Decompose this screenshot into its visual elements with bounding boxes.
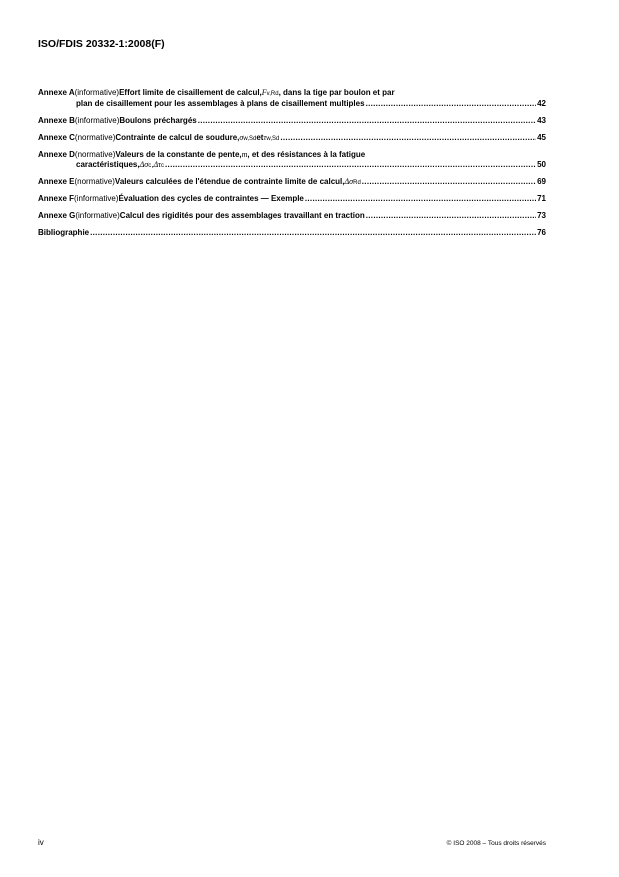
annex-type: (informative) (75, 211, 120, 220)
toc-entry-annex-g[interactable] (38, 211, 546, 222)
leader-dots (366, 99, 537, 110)
math-symbol: F (261, 88, 267, 97)
leader-dots (198, 116, 536, 127)
annex-type: (normative) (74, 132, 116, 142)
footer-page-number: iv (38, 838, 44, 847)
leader-dots (366, 211, 536, 222)
annex-title: Évaluation des cycles de contraintes — Exemple (118, 194, 304, 203)
math-symbol: Δσ (344, 177, 354, 186)
page-number: 45 (537, 132, 546, 142)
page-number: 50 (537, 160, 546, 169)
page-number: 76 (537, 228, 546, 237)
leader-dots (280, 133, 536, 144)
toc-entry-annex-c[interactable]: Annexe C (normative) Contrainte de calcul de soudure, σ w,Sd et τ w,Sd ..... 45 (38, 133, 546, 144)
annex-title: Valeurs calculées de l'étendue de contrainte limite de calcul, (114, 177, 345, 186)
annex-title: Boulons préchargés (119, 115, 197, 125)
leader-dots (90, 228, 536, 239)
annex-label: Annexe B (38, 115, 75, 125)
annex-label: Annexe G (38, 211, 76, 220)
annex-type: (normative) (74, 177, 115, 186)
annex-title-cont: , dans la tige par boulon et par (278, 88, 395, 97)
footer-copyright: © ISO 2008 – Tous droits réservés (446, 840, 546, 847)
page-number: 71 (537, 194, 546, 203)
annex-title-cont: plan de cisaillement pour les assemblages à plans de cisaillement multiples (76, 98, 365, 108)
annex-title: Calcul des rigidités pour des assemblages travaillant en traction (119, 211, 365, 220)
annex-title-cont: , et des résistances à la fatigue (247, 149, 366, 159)
math-symbol: Δσ (139, 160, 149, 169)
toc-entry-bibliography[interactable] (38, 228, 546, 239)
annex-title: Valeurs de la constante de pente, (115, 149, 242, 159)
leader-dots (362, 177, 536, 188)
leader-dots (305, 194, 536, 205)
annex-label: Annexe A (38, 88, 75, 97)
page-number: 42 (537, 98, 546, 108)
annex-label: Annexe E (38, 177, 75, 186)
page-number: 73 (537, 211, 546, 220)
annex-title-cont: et (256, 132, 264, 142)
annex-title: Contrainte de calcul de soudure, (115, 132, 240, 142)
annex-label: Annexe F (38, 194, 75, 203)
annex-title-cont: caractéristiques, (76, 160, 140, 169)
annex-label: Annexe C (38, 132, 75, 142)
annex-type: (informative) (74, 88, 120, 97)
toc-entry-annex-f[interactable] (38, 194, 546, 205)
bibliography-title: Bibliographie (38, 228, 90, 237)
math-symbol: m (241, 149, 248, 159)
toc-entry-annex-b[interactable] (38, 116, 546, 127)
annex-label: Annexe D (38, 149, 75, 159)
annex-title: Effort limite de cisaillement de calcul, (119, 88, 262, 97)
table-of-contents (38, 88, 546, 245)
math-symbol: Δτ (153, 160, 162, 169)
toc-entry-annex-a[interactable]: Annexe A (informative) Effort limite de cisaillement de calcul, F v,Rd , dans la tige par boulon et par plan de cisaillement pour les assemblages à plans de cisaillement multiples ..... 42 (38, 88, 546, 109)
separator: , (151, 160, 154, 169)
math-symbol: τ (263, 132, 267, 142)
annex-type: (informative) (74, 115, 120, 125)
toc-entry-annex-d[interactable]: Annexe D (normative) Valeurs de la constante de pente, m , et des résistances à la fatigue caractéristiques, Δσ c , Δτ c ..... 50 (38, 150, 546, 171)
annex-type: (normative) (74, 149, 116, 159)
leader-dots (165, 160, 536, 171)
toc-entry-annex-e[interactable]: Annexe E (normative) Valeurs calculées de l'étendue de contrainte limite de calcul, Δσ Rd ..... 69 (38, 177, 546, 188)
math-symbol: σ (239, 132, 244, 142)
page-number: 69 (537, 177, 546, 186)
document-id-header: ISO/FDIS 20332-1:2008(F) (38, 38, 165, 50)
page-number: 43 (537, 115, 546, 125)
annex-type: (informative) (74, 194, 119, 203)
